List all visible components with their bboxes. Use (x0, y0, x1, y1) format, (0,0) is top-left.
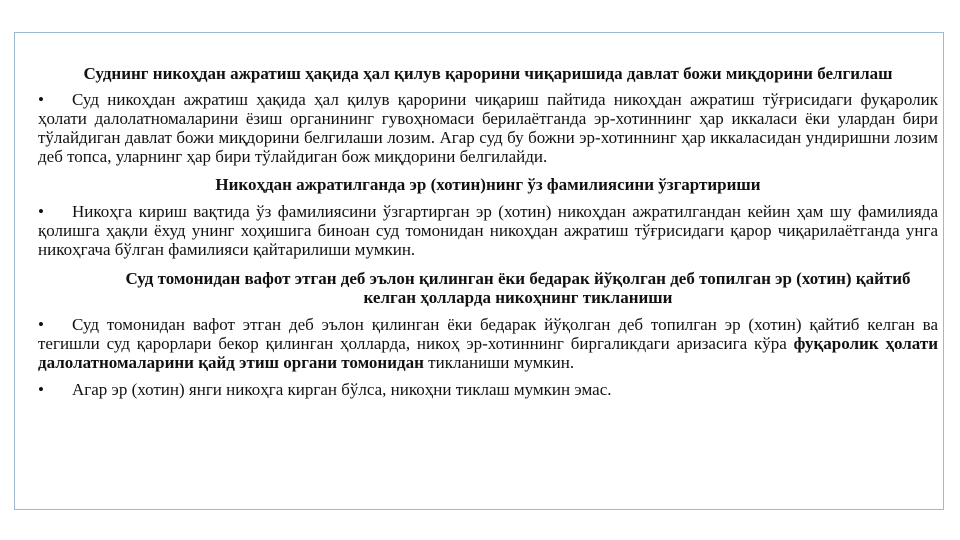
paragraph-text: Суд никоҳдан ажратиш ҳақида ҳал қилув қарорини чиқариш пайтида никоҳдан ажратиш тўғрисидаги фуқаролик ҳолати далолатномаларини ёзиш органининг гувоҳномаси берилаётганда эр-хотиннинг ҳар иккаласи ёки улардан бири тўлайдиган давлат божи миқдорини белгилаши лозим. Агар суд бу божни эр-хотиннинг ҳар иккаласидан ундиришни лозим деб топса, уларнинг ҳар бири тўлайдиган бож миқдорини белгилайди. (38, 90, 938, 166)
bullet-marker: • (38, 380, 44, 399)
bullet-paragraph-restoration (38, 315, 938, 372)
section-heading-restoration: Суд томонидан вафот этган деб эълон қилинган ёки бедарак йўқолган деб топилган эр (хотин) қайтиб келган ҳолларда никоҳнинг тикланиши (125, 269, 911, 307)
slide-content (38, 64, 938, 399)
bullet-paragraph-state-duty (38, 90, 938, 166)
paragraph-bold-text: фуқаролик ҳолати далолатномаларини қайд этиш органи томонидан (38, 334, 938, 372)
bullet-marker: • (38, 202, 44, 221)
paragraph-text: Агар эр (хотин) янги никоҳга кирган бўлса, никоҳни тиклаш мумкин эмас. (72, 380, 612, 399)
section-heading-surname: Никоҳдан ажратилганда эр (хотин)нинг ўз фамилиясини ўзгартириши (215, 175, 761, 194)
bullet-paragraph-new-marriage (38, 380, 938, 399)
section-heading-state-duty: Суднинг никоҳдан ажратиш ҳақида ҳал қилув қарорини чиқаришида давлат божи миқдорини белгилаш (83, 64, 893, 83)
bullet-paragraph-surname (38, 202, 938, 259)
bullet-marker: • (38, 90, 44, 109)
bullet-marker: • (38, 315, 44, 334)
paragraph-text-end: тикланиши мумкин. (423, 353, 575, 372)
paragraph-text: Суд томонидан вафот этган деб эълон қилинган ёки бедарак йўқолган деб топилган эр (хотин) қайтиб келган ва тегишли суд қарорлари бекор қилинган ҳолларда, никоҳ эр-хотиннинг биргаликдаги аризасига кўра (38, 315, 938, 353)
paragraph-text: Никоҳга кириш вақтида ўз фамилиясини ўзгартирган эр (хотин) никоҳдан ажратилгандан кейин ҳам шу фамилияда қолишга ҳақли ёхуд унинг хоҳишига биноан суд томонидан никоҳдан ажратиш тўғрисидаги қарор чиқарилаётганда унга никоҳгача бўлган фамилияси қайтарилиши мумкин. (38, 202, 938, 259)
